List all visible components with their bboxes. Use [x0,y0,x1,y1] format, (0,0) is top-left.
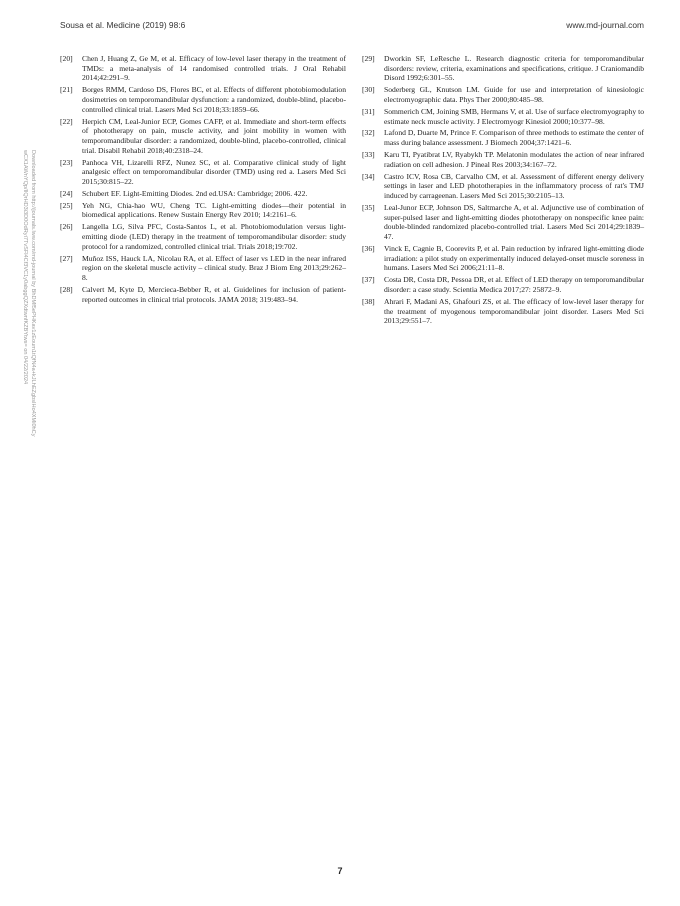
reference-item [362,275,644,294]
journal-url[interactable]: www.md-journal.com [566,20,644,30]
reference-text: Panhoca VH, Lizarelli RFZ, Nunez SC, et al. Comparative clinical study of light analgesic effect on temporomandibular disorder (TMD) using red a. Lasers Med Sci 2015;30:815–22. [82,157,346,186]
page-number: 7 [337,866,343,876]
reference-item [362,203,644,242]
reference-item [60,189,346,199]
reference-text: Langella LG, Silva PFC, Costa-Santos L, et al. Photobiomodulation versus light-emitting diode (LED) therapy in the treatment of temporomandibular disorder: study protocol for a randomized, controlled clinical trial. Trials 2018;19:702. [82,222,346,251]
reference-text: Dworkin SF, LeResche L. Research diagnostic criteria for temporomandibular disorders: review, criteria, examinations and specifications, critique. J Craniomandib Disord 1992;6:301–55. [384,54,644,83]
reference-number: [28] [60,284,73,294]
reference-text: Vinck E, Cagnie B, Coorevits P, et al. Pain reduction by infrared light-emitting diode irradiation: a pilot study on experimentally induced delayed-onset muscle soreness in humans. Lasers Med Sci 2006;21:11–8. [384,243,644,273]
reference-text: Muñoz ISS, Hauck LA, Nicolau RA, et al. Effect of laser vs LED in the near infrared region on the skeletal muscle activity – clinical study. Braz J Biom Eng 2013;29:262–8. [82,253,346,283]
reference-item [362,107,644,126]
reference-text: Herpich CM, Leal-Junior ECP, Gomes CAFP, et al. Immediate and short-term effects of phototherapy on pain, muscle activity, and joint mobility in women with temporomandibular disorder: a randomized, double-blind, placebo-controlled, clinical trial. Disabil Rehabil 2018;40:2318–24. [82,116,346,155]
reference-number: [36] [362,243,375,253]
download-watermark-line-2: wCX1AWnYQp/IlQrHD3i3D0OdRyi7TvSFl4Cf3VC1y0abggQZXdtwnfKZBYtws= on 04/22/2024 [22,150,29,385]
reference-item [362,128,644,147]
reference-text: Chen J, Huang Z, Ge M, et al. Efficacy of low-level laser therapy in the treatment of TMDs: a meta-analysis of 14 randomised controlled trials. J Oral Rehabil 2014;42:291–9. [82,54,346,83]
reference-item [60,254,346,283]
references-right-column [362,54,644,328]
reference-text: Ahrari F, Madani AS, Ghafouri ZS, et al. The efficacy of low-level laser therapy for the treatment of myogenous temporomandibular joint disorder. Lasers Med Sci 2013;29:551–7. [384,296,644,326]
reference-item [60,158,346,187]
reference-number: [35] [362,202,375,212]
reference-item [60,222,346,251]
reference-item [362,244,644,273]
reference-item [362,150,644,169]
reference-number: [34] [362,171,375,181]
reference-number: [29] [362,54,375,63]
reference-number: [38] [362,296,375,306]
reference-text: Borges RMM, Cardoso DS, Flores BC, et al. Effects of different photobiomodulation dosimetries on temporomandibular dysfunction: a randomized, double-blind, placebo-controlled clinical trial. Lasers Med Sci 2018;33:1859–66. [82,85,346,114]
journal-citation: Sousa et al. Medicine (2019) 98:6 [60,20,186,30]
reference-text: Sommerich CM, Joining SMB, Hermans V, et al. Use of surface electromyography to estimate neck muscle activity. J Electromyogr Kinesiol 2000;10:377–98. [384,106,644,126]
reference-number: [33] [362,150,375,160]
reference-item [362,54,644,83]
reference-text: Castro ICV, Rosa CB, Carvalho CM, et al. Assessment of different energy delivery settings in laser and LED phototherapies in the inflammatory process of rat's TMJ induced by carrageenan. Lasers Med Sci 2015;30:2105–13. [384,171,644,201]
reference-text: Karu TI, Pyatibrat LV, Ryabykh TP. Melatonin modulates the action of near infrared radiation on cell adhesion. J Pineal Res 2003;34:167–72. [384,150,644,169]
reference-number: [37] [362,275,375,285]
reference-text: Soderberg GL, Knutson LM. Guide for use and interpretation of kinesiologic electromyographic data. Phys Ther 2000;80:485–98. [384,85,644,104]
reference-item [60,285,346,304]
reference-text: Leal-Junor ECP, Johnson DS, Saltmarche A, et al. Adjunctive use of combination of super-pulsed laser and light-emitting diodes phototherapy on nonspecific knee pain: double-blinded randomized placebo-controlled trial. Lasers Med Sci 2014;29:1839–47. [384,202,644,242]
reference-number: [24] [60,188,73,198]
reference-number: [32] [362,128,375,138]
reference-number: [22] [60,116,73,126]
reference-number: [25] [60,200,73,210]
reference-text: Yeh NG, Chia-hao WU, Cheng TC. Light-emitting diodes—their potential in biomedical applications. Renew Sustain Energy Rev 2010; 14:2161–6. [82,200,346,220]
reference-item [60,117,346,156]
reference-text: Calvert M, Kyte D, Mercieca-Bebber R, et al. Guidelines for inclusion of patient-reported outcomes in clinical trial protocols. JAMA 2018; 319:483–94. [82,284,346,304]
reference-item [362,85,644,104]
download-watermark-line-1: Downloaded from http://journals.lww.com/md-journal by BhDMf5ePHKav1zEoum1tQfN4a+kJLhEZgbsIHo4XMi0hCy [30,150,36,437]
reference-text: Lafond D, Duarte M, Prince F. Comparison of three methods to estimate the center of mass during balance assessment. J Biomech 2004;37:1421–6. [384,128,644,148]
reference-item [60,201,346,220]
reference-number: [31] [362,106,375,116]
reference-number: [27] [60,253,73,263]
reference-item [60,85,346,114]
reference-number: [20] [60,54,73,63]
reference-number: [30] [362,85,375,95]
reference-item [362,172,644,201]
reference-item [362,297,644,326]
running-header [60,20,644,34]
reference-item [60,54,346,83]
reference-number: [26] [60,222,73,232]
references-left-column [60,54,346,307]
download-watermark [18,150,38,670]
reference-text: Schubert EF. Light-Emitting Diodes. 2nd ed.USA: Cambridge; 2006. 422. [82,188,308,198]
reference-number: [21] [60,85,73,95]
reference-number: [23] [60,157,73,167]
reference-text: Costa DR, Costa DR, Pessoa DR, et al. Effect of LED therapy on temporomandibular disorder: a case study. Scientia Medica 2017;27: 25872–9. [384,275,644,294]
